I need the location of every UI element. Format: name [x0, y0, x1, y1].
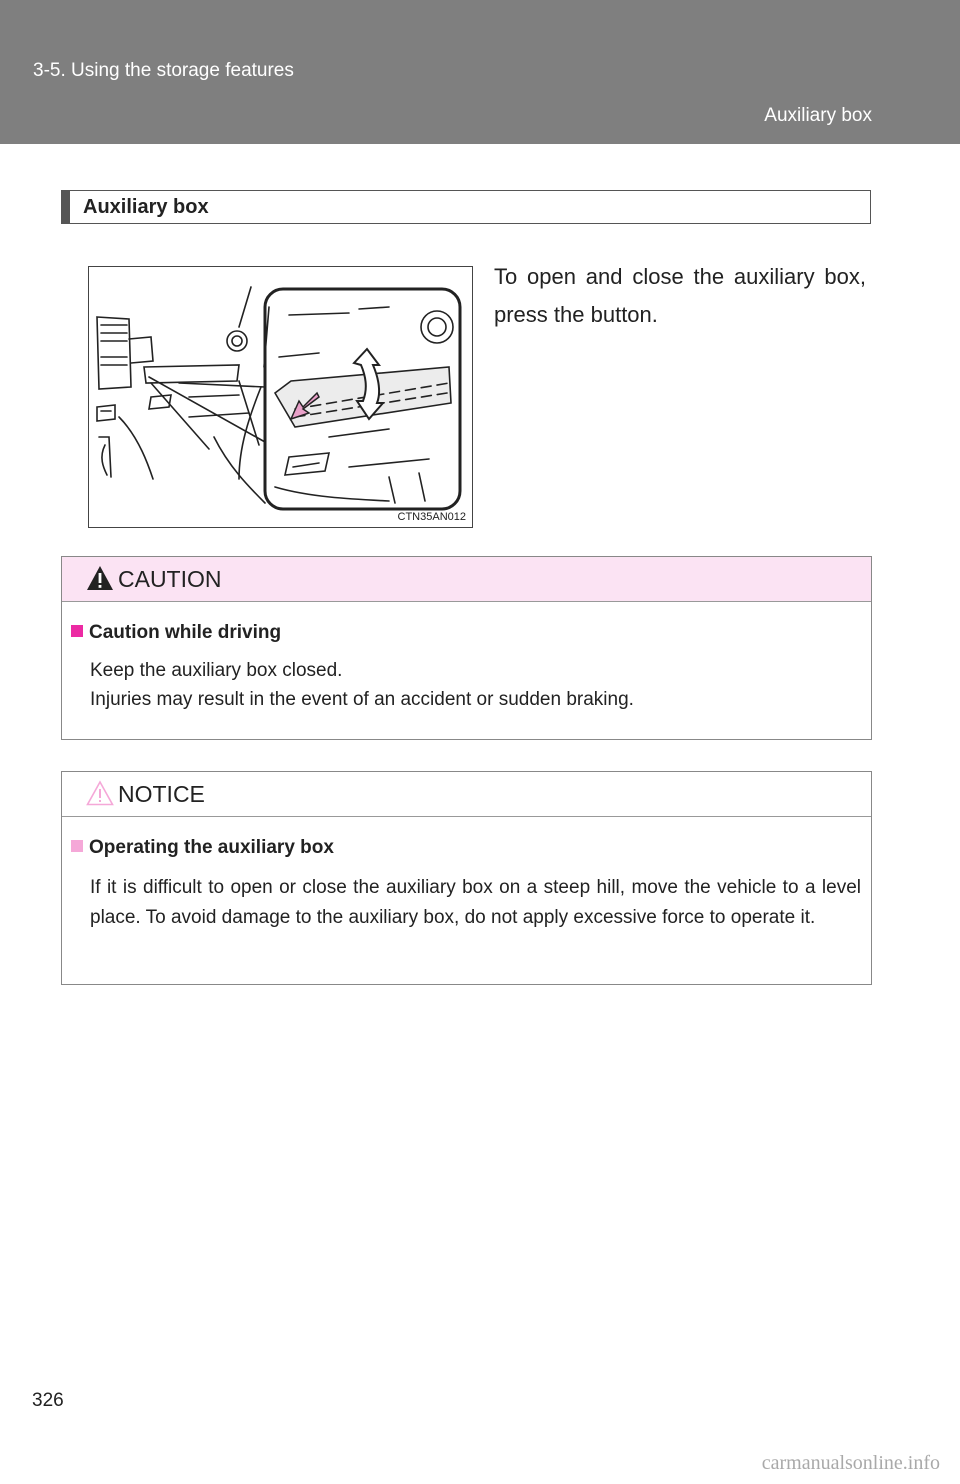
- caution-subheading: [71, 622, 281, 644]
- bullet-square-icon: [71, 840, 83, 852]
- watermark: carmanualsonline.info: [761, 1452, 940, 1474]
- title-accent: [62, 191, 70, 223]
- notice-subheading-text: Operating the auxiliary box: [89, 837, 334, 858]
- caution-header: [62, 557, 871, 602]
- warning-triangle-icon: [86, 565, 114, 591]
- notice-header: [62, 772, 871, 817]
- notice-label: NOTICE: [118, 781, 205, 807]
- caution-box: [61, 556, 872, 740]
- caution-label: CAUTION: [118, 566, 222, 592]
- chapter-title: 3-5. Using the storage features: [33, 60, 294, 81]
- section-name: Auxiliary box: [764, 105, 872, 126]
- notice-subheading: [71, 837, 334, 859]
- page-header: [0, 0, 960, 144]
- notice-box: [61, 771, 872, 985]
- caution-text: [90, 656, 861, 714]
- section-title: Auxiliary box: [83, 196, 209, 218]
- dashboard-drawing: [89, 267, 474, 529]
- auxiliary-box-illustration: [88, 266, 473, 528]
- section-title-bar: [61, 190, 871, 224]
- figure-code: CTN35AN012: [397, 511, 466, 523]
- notice-triangle-icon: [86, 780, 114, 806]
- page-number: 326: [32, 1390, 64, 1411]
- caution-subheading-text: Caution while driving: [89, 622, 282, 643]
- intro-text: To open and close the auxiliary box, press the button.: [494, 264, 866, 327]
- bullet-square-icon: [71, 625, 83, 637]
- notice-text: If it is difficult to open or close the auxiliary box on a steep hill, move the vehicle to a level place. To avoid damage to the auxiliary box, do not apply excessive force to operate it.: [90, 877, 861, 928]
- caution-line: Keep the auxiliary box closed.: [90, 660, 343, 681]
- caution-line: Injuries may result in the event of an accident or sudden braking.: [90, 689, 634, 710]
